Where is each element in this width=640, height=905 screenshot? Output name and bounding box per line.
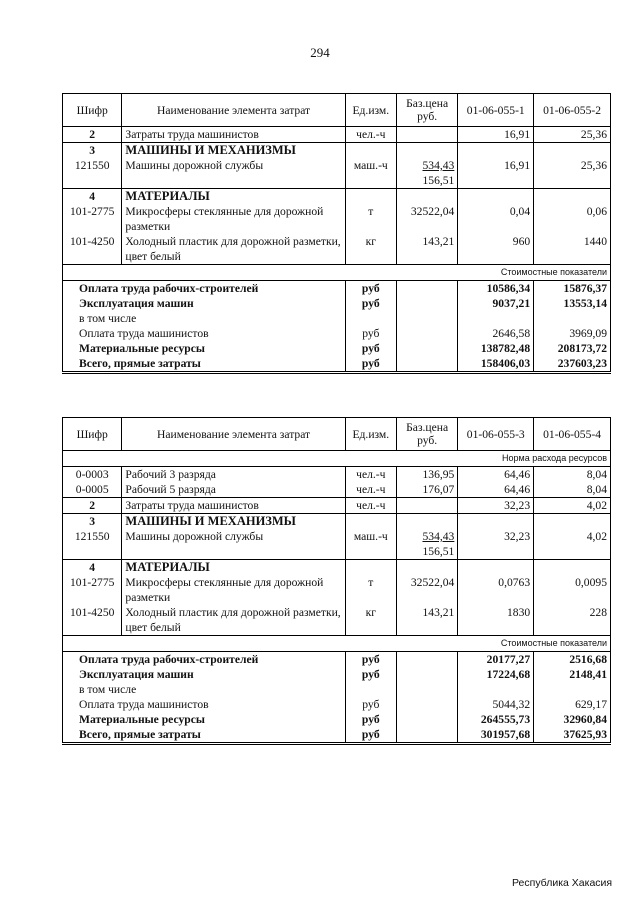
cost-header: Стоимостные показатели [458, 265, 611, 281]
summary-row [63, 326, 611, 341]
summary-unit: руб [345, 697, 396, 712]
summary-label: в том числе [63, 682, 346, 697]
section-title: МАШИНЫ И МЕХАНИЗМЫ [122, 143, 345, 159]
row-price: 143,21 [396, 234, 457, 265]
summary-value-1: 17224,68 [458, 667, 534, 682]
row-price: 32522,04 [396, 204, 457, 234]
row-unit: чел.-ч [345, 498, 396, 514]
summary-unit: руб [345, 296, 396, 311]
row-unit: маш.-ч [345, 158, 396, 189]
row-name: Микросферы стеклянные для дорожной разметки [122, 204, 345, 234]
summary-label: Материальные ресурсы [63, 712, 346, 727]
summary-row [63, 667, 611, 682]
row-value-1: 0,0763 [458, 575, 534, 605]
row-code: 0-0005 [63, 482, 122, 498]
summary-unit: руб [345, 667, 396, 682]
row-value-1: 0,04 [458, 204, 534, 234]
row-price: 143,21 [396, 605, 457, 636]
summary-label: Всего, прямые затраты [63, 727, 346, 744]
table-row [63, 498, 611, 514]
row-unit: чел.-ч [345, 482, 396, 498]
row-value-2: 1440 [534, 234, 611, 265]
summary-label: Оплата труда рабочих-строителей [63, 652, 346, 668]
row-price [396, 127, 457, 143]
header-col5: 01-06-055-1 [458, 94, 534, 127]
row-value-2: 0,06 [534, 204, 611, 234]
row-name: Машины дорожной службы [122, 529, 345, 560]
row-unit: чел.-ч [345, 127, 396, 143]
row-code: 101-2775 [63, 204, 122, 234]
header-code: Шифр [63, 418, 122, 451]
section-code: 3 [63, 514, 122, 530]
row-value-2: 25,36 [534, 158, 611, 189]
row-unit: маш.-ч [345, 529, 396, 560]
table-header [63, 94, 611, 127]
summary-value-2: 629,17 [534, 697, 611, 712]
row-value-1: 64,46 [458, 467, 534, 483]
summary-empty [396, 311, 457, 326]
table-row [63, 529, 611, 560]
row-value-1: 32,23 [458, 498, 534, 514]
summary-label: Всего, прямые затраты [63, 356, 346, 373]
table-row [63, 234, 611, 265]
header-unit: Ед.изм. [345, 418, 396, 451]
summary-empty [396, 281, 457, 297]
row-value-1: 16,91 [458, 158, 534, 189]
summary-unit [345, 682, 396, 697]
summary-unit: руб [345, 652, 396, 668]
cost-header-row [63, 265, 611, 281]
summary-empty [396, 727, 457, 744]
row-value-2: 4,02 [534, 498, 611, 514]
summary-row [63, 296, 611, 311]
row-price: 136,95 [396, 467, 457, 483]
summary-value-2: 32960,84 [534, 712, 611, 727]
summary-value-1: 301957,68 [458, 727, 534, 744]
summary-empty [396, 356, 457, 373]
summary-row [63, 341, 611, 356]
table-row [63, 127, 611, 143]
row-value-1: 64,46 [458, 482, 534, 498]
summary-row [63, 281, 611, 297]
summary-value-1: 9037,21 [458, 296, 534, 311]
table-row [63, 605, 611, 636]
summary-value-1: 264555,73 [458, 712, 534, 727]
summary-unit: руб [345, 326, 396, 341]
row-price: 534,43 156,51 [396, 529, 457, 560]
summary-value-2: 3969,09 [534, 326, 611, 341]
table-row [63, 467, 611, 483]
header-code: Шифр [63, 94, 122, 127]
row-code: 0-0003 [63, 467, 122, 483]
summary-label: Оплата труда машинистов [63, 326, 346, 341]
header-base-price: Баз.цена руб. [396, 418, 457, 451]
footer-region: Республика Хакасия [512, 877, 613, 889]
header-col6: 01-06-055-2 [534, 94, 611, 127]
header-unit: Ед.изм. [345, 94, 396, 127]
summary-empty [396, 697, 457, 712]
summary-label: Эксплуатация машин [63, 667, 346, 682]
section-row [63, 189, 611, 205]
table-row [63, 158, 611, 189]
norm-header: Норма расхода ресурсов [458, 451, 611, 467]
header-col6: 01-06-055-4 [534, 418, 611, 451]
summary-value-2: 208173,72 [534, 341, 611, 356]
row-value-2: 0,0095 [534, 575, 611, 605]
summary-row [63, 712, 611, 727]
summary-unit: руб [345, 356, 396, 373]
section-title: МАТЕРИАЛЫ [122, 560, 345, 576]
row-unit: т [345, 575, 396, 605]
summary-label: в том числе [63, 311, 346, 326]
row-name: Машины дорожной службы [122, 158, 345, 189]
summary-unit: руб [345, 341, 396, 356]
row-name: Холодный пластик для дорожной разметки, цвет белый [122, 234, 345, 265]
row-value-1: 960 [458, 234, 534, 265]
estimate-table-2 [62, 417, 611, 745]
row-code: 101-4250 [63, 234, 122, 265]
summary-row [63, 311, 611, 326]
header-name: Наименование элемента затрат [122, 94, 345, 127]
summary-label: Оплата труда машинистов [63, 697, 346, 712]
summary-row [63, 682, 611, 697]
table-row [63, 575, 611, 605]
section-code: 3 [63, 143, 122, 159]
summary-empty [396, 652, 457, 668]
summary-empty [396, 296, 457, 311]
row-code: 2 [63, 127, 122, 143]
row-value-1: 1830 [458, 605, 534, 636]
summary-value-2: 13553,14 [534, 296, 611, 311]
row-name: Микросферы стеклянные для дорожной разметки [122, 575, 345, 605]
summary-row [63, 697, 611, 712]
table-row [63, 204, 611, 234]
row-code: 101-2775 [63, 575, 122, 605]
summary-value-1: 2646,58 [458, 326, 534, 341]
row-value-2: 4,02 [534, 529, 611, 560]
section-row [63, 143, 611, 159]
norm-header-row [63, 451, 611, 467]
row-value-1: 32,23 [458, 529, 534, 560]
summary-value-2 [534, 311, 611, 326]
row-unit: чел.-ч [345, 467, 396, 483]
row-name: Холодный пластик для дорожной разметки, цвет белый [122, 605, 345, 636]
summary-row [63, 356, 611, 373]
section-title: МАШИНЫ И МЕХАНИЗМЫ [122, 514, 345, 530]
row-unit: кг [345, 234, 396, 265]
summary-empty [396, 712, 457, 727]
header-base-price: Баз.цена руб. [396, 94, 457, 127]
summary-value-2: 37625,93 [534, 727, 611, 744]
summary-unit: руб [345, 712, 396, 727]
estimate-table-1 [62, 93, 611, 374]
header-name: Наименование элемента затрат [122, 418, 345, 451]
summary-empty [396, 682, 457, 697]
section-row [63, 560, 611, 576]
cost-header: Стоимостные показатели [458, 636, 611, 652]
summary-value-2 [534, 682, 611, 697]
summary-row [63, 727, 611, 744]
summary-unit: руб [345, 281, 396, 297]
row-value-2: 228 [534, 605, 611, 636]
summary-value-1 [458, 682, 534, 697]
summary-value-2: 237603,23 [534, 356, 611, 373]
row-price: 534,43 156,51 [396, 158, 457, 189]
summary-label: Материальные ресурсы [63, 341, 346, 356]
row-price: 32522,04 [396, 575, 457, 605]
row-code: 121550 [63, 158, 122, 189]
summary-value-2: 15876,37 [534, 281, 611, 297]
section-code: 4 [63, 189, 122, 205]
summary-value-2: 2516,68 [534, 652, 611, 668]
table-header [63, 418, 611, 451]
summary-unit [345, 311, 396, 326]
summary-unit: руб [345, 727, 396, 744]
row-value-1: 16,91 [458, 127, 534, 143]
cost-header-row [63, 636, 611, 652]
row-code: 2 [63, 498, 122, 514]
row-name: Затраты труда машинистов [122, 498, 345, 514]
summary-value-1: 10586,34 [458, 281, 534, 297]
row-code: 121550 [63, 529, 122, 560]
table-row [63, 482, 611, 498]
summary-label: Оплата труда рабочих-строителей [63, 281, 346, 297]
row-name: Затраты труда машинистов [122, 127, 345, 143]
summary-empty [396, 341, 457, 356]
summary-empty [396, 326, 457, 341]
row-value-2: 8,04 [534, 467, 611, 483]
page-number: 294 [310, 45, 330, 60]
row-value-2: 8,04 [534, 482, 611, 498]
section-title: МАТЕРИАЛЫ [122, 189, 345, 205]
summary-value-1: 158406,03 [458, 356, 534, 373]
row-price: 176,07 [396, 482, 457, 498]
row-value-2: 25,36 [534, 127, 611, 143]
summary-value-1: 138782,48 [458, 341, 534, 356]
summary-label: Эксплуатация машин [63, 296, 346, 311]
summary-value-2: 2148,41 [534, 667, 611, 682]
row-unit: кг [345, 605, 396, 636]
section-row [63, 514, 611, 530]
summary-value-1: 5044,32 [458, 697, 534, 712]
row-unit: т [345, 204, 396, 234]
section-code: 4 [63, 560, 122, 576]
row-code: 101-4250 [63, 605, 122, 636]
header-col5: 01-06-055-3 [458, 418, 534, 451]
row-name: Рабочий 5 разряда [122, 482, 345, 498]
row-price [396, 498, 457, 514]
summary-row [63, 652, 611, 668]
summary-empty [396, 667, 457, 682]
row-name: Рабочий 3 разряда [122, 467, 345, 483]
summary-value-1 [458, 311, 534, 326]
summary-value-1: 20177,27 [458, 652, 534, 668]
